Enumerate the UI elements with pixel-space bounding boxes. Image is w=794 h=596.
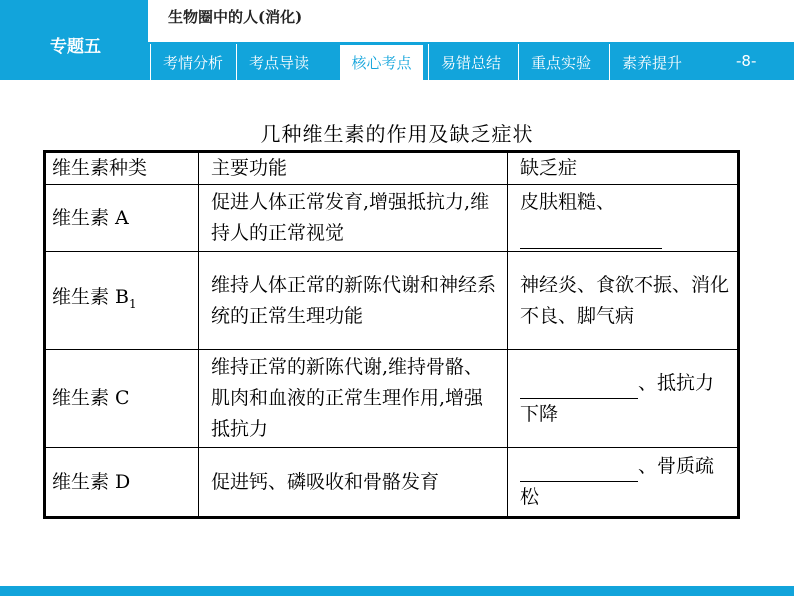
table-title: 几种维生素的作用及缺乏症状: [260, 122, 534, 146]
tab-core-points[interactable]: 核心考点: [339, 44, 424, 80]
vitamin-deficiency: [508, 448, 739, 518]
vitamin-function: 维持正常的新陈代谢,维持骨骼、肌肉和血液的正常生理作用,增强抵抗力: [199, 350, 508, 448]
vitamin-deficiency: [508, 185, 739, 252]
table-header-row: [45, 152, 739, 185]
answer-blank: [520, 226, 662, 249]
deficiency-text: 、抵抗力下降: [520, 371, 715, 425]
tab-exam-analysis[interactable]: 考情分析: [150, 44, 235, 80]
vitamin-subscript: 1: [129, 296, 137, 311]
vitamin-function: 促进人体正常发育,增强抵抗力,维持人的正常视觉: [199, 185, 508, 252]
page-number: -8-: [736, 52, 757, 70]
vitamin-name: 维生素 D: [45, 448, 199, 518]
topic-box: [0, 0, 148, 80]
vitamin-function: 促进钙、磷吸收和骨骼发育: [199, 448, 508, 518]
bottom-bar: [0, 586, 794, 596]
tab-literacy-boost[interactable]: 素养提升: [609, 44, 694, 80]
vitamin-function: 维持人体正常的新陈代谢和神经系统的正常生理功能: [199, 252, 508, 350]
answer-blank: [520, 459, 638, 482]
table-row: [45, 350, 739, 448]
answer-blank: [520, 376, 638, 399]
tab-key-experiments[interactable]: 重点实验: [518, 44, 603, 80]
deficiency-text: 皮肤粗糙、: [520, 191, 616, 213]
lesson-subtitle: 生物圈中的人(消化): [168, 8, 303, 26]
table-row: [45, 185, 739, 252]
tab-error-summary[interactable]: 易错总结: [428, 44, 513, 80]
table-row: [45, 252, 739, 350]
header-deficiency: 缺乏症: [508, 152, 739, 185]
vitamin-table: [43, 150, 740, 519]
header-main-function: 主要功能: [199, 152, 508, 185]
header-vitamin-type: 维生素种类: [45, 152, 199, 185]
vitamin-deficiency: [508, 350, 739, 448]
tab-point-guide[interactable]: 考点导读: [236, 44, 321, 80]
vitamin-deficiency: 神经炎、食欲不振、消化不良、脚气病: [508, 252, 739, 350]
vitamin-name: 维生素 A: [45, 185, 199, 252]
vitamin-name: 维生素 $B_1$: [45, 252, 199, 350]
vitamin-name: 维生素 C: [45, 350, 199, 448]
deficiency-text: 、骨质疏松: [520, 455, 715, 508]
table-row: [45, 448, 739, 518]
topic-label: 专题五: [50, 37, 101, 57]
